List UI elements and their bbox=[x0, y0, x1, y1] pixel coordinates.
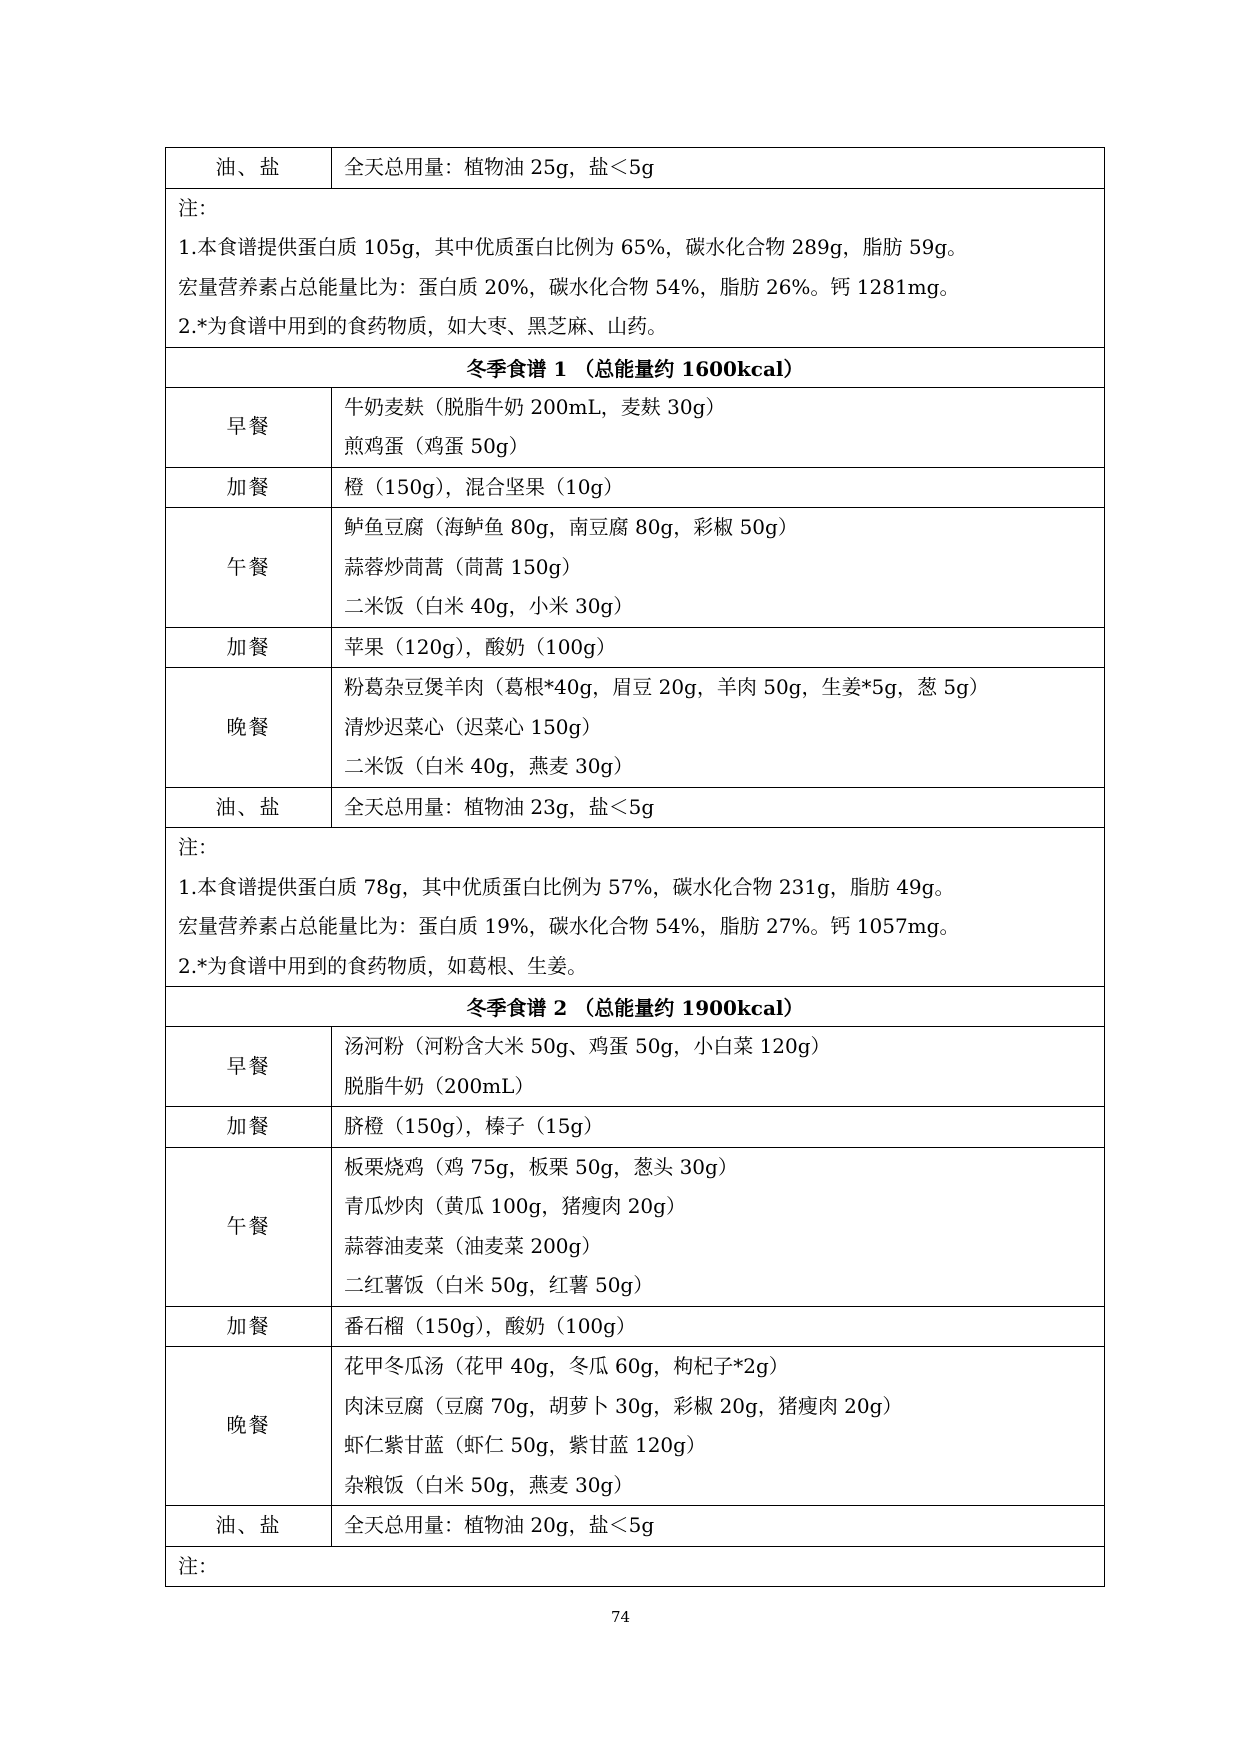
page-number: 74 bbox=[610, 1608, 631, 1626]
meal-row bbox=[166, 1147, 1105, 1306]
text-line: 午餐 bbox=[226, 1213, 271, 1238]
text-line: 番石榴（150g），酸奶（100g） bbox=[344, 1313, 636, 1338]
text-line: 肉沫豆腐（豆腐 70g，胡萝卜 30g，彩椒 20g，猪瘦肉 20g） bbox=[344, 1393, 903, 1418]
meal-label bbox=[166, 1506, 332, 1547]
text-line: 油、盐 bbox=[215, 1513, 282, 1537]
meal-row bbox=[166, 627, 1105, 668]
recipe-table-body bbox=[166, 148, 1105, 1587]
meal-label bbox=[166, 627, 332, 668]
meal-content bbox=[332, 627, 1105, 668]
text-line: 蒜蓉炒茼蒿（茼蒿 150g） bbox=[344, 554, 582, 579]
text-line: 加餐 bbox=[226, 1313, 271, 1338]
text-line: 苹果（120g），酸奶（100g） bbox=[344, 634, 616, 659]
meal-content bbox=[332, 1347, 1105, 1506]
note-line: 宏量营养素占总能量比为：蛋白质 20%，碳水化合物 54%，脂肪 26%。钙 1281mg。 bbox=[178, 274, 960, 299]
meal-row bbox=[166, 387, 1105, 467]
text-line: 虾仁紫甘蓝（虾仁 50g，紫甘蓝 120g） bbox=[344, 1433, 706, 1457]
meal-label bbox=[166, 1107, 332, 1148]
meal-row bbox=[166, 1506, 1105, 1547]
meal-content bbox=[332, 1107, 1105, 1148]
meal-row bbox=[166, 467, 1105, 508]
meal-content bbox=[332, 387, 1105, 467]
notes-cell bbox=[166, 1546, 1105, 1587]
text-line: 蒜蓉油麦菜（油麦菜 200g） bbox=[344, 1233, 602, 1258]
text-line: 全天总用量：植物油 20g，盐＜5g bbox=[344, 1513, 655, 1537]
text-line: 二红薯饭（白米 50g，红薯 50g） bbox=[344, 1273, 654, 1297]
text-line: 汤河粉（河粉含大米 50g、鸡蛋 50g，小白菜 120g） bbox=[344, 1034, 831, 1058]
meal-label bbox=[166, 508, 332, 628]
note-line: 2.*为食谱中用到的食药物质，如大枣、黑芝麻、山药。 bbox=[178, 314, 668, 338]
text-line: 加餐 bbox=[226, 634, 271, 659]
text-line: 全天总用量：植物油 23g，盐＜5g bbox=[344, 794, 655, 819]
meal-label bbox=[166, 1306, 332, 1347]
text-line: 晚餐 bbox=[226, 1413, 271, 1438]
meal-label bbox=[166, 467, 332, 508]
meal-content bbox=[332, 1147, 1105, 1306]
meal-label bbox=[166, 1027, 332, 1107]
text-line: 加餐 bbox=[226, 474, 271, 499]
text-line: 早餐 bbox=[226, 414, 271, 439]
text-line: 宏量营养素占总能量比为：蛋白质 19%，碳水化合物 54%，脂肪 27%。钙 1057mg。 bbox=[178, 914, 960, 938]
meal-row bbox=[166, 1306, 1105, 1347]
meal-row bbox=[166, 1347, 1105, 1506]
notes-cell bbox=[166, 828, 1105, 987]
meal-content bbox=[332, 1506, 1105, 1547]
meal-row bbox=[166, 508, 1105, 628]
notes-row bbox=[166, 828, 1105, 987]
note-line: 注： bbox=[178, 195, 218, 220]
meal-row bbox=[166, 1107, 1105, 1148]
text-line: 午餐 bbox=[226, 554, 271, 579]
meal-label bbox=[166, 668, 332, 788]
text-line: 早餐 bbox=[226, 1053, 271, 1078]
meal-content: 全天总用量：植物油 25g，盐＜5g bbox=[332, 148, 1105, 189]
text-line: 牛奶麦麸（脱脂牛奶 200mL，麦麸 30g） bbox=[344, 394, 726, 419]
text-line: 杂粮饭（白米 50g，燕麦 30g） bbox=[344, 1472, 634, 1497]
text-line: 二米饭（白米 40g，小米 30g） bbox=[344, 594, 634, 618]
text-line: 脱脂牛奶（200mL） bbox=[344, 1073, 535, 1098]
text-line: 2.*为食谱中用到的食药物质，如葛根、生姜。 bbox=[178, 953, 588, 978]
meal-content bbox=[332, 508, 1105, 628]
meal-content bbox=[332, 668, 1105, 788]
meal-content bbox=[332, 1027, 1105, 1107]
text-line: 注： bbox=[178, 835, 218, 859]
meal-label bbox=[166, 387, 332, 467]
text-line: 脐橙（150g），榛子（15g） bbox=[344, 1114, 604, 1138]
meal-row bbox=[166, 668, 1105, 788]
meal-row bbox=[166, 1027, 1105, 1107]
text-line: 二米饭（白米 40g，燕麦 30g） bbox=[344, 754, 634, 778]
meal-content bbox=[332, 787, 1105, 828]
text-line: 1.本食谱提供蛋白质 78g，其中优质蛋白比例为 57%，碳水化合物 231g，脂肪 49g。 bbox=[178, 874, 955, 899]
menu-title-row bbox=[166, 347, 1105, 387]
text-line: 板栗烧鸡（鸡 75g，板栗 50g，葱头 30g） bbox=[344, 1154, 738, 1179]
meal-label bbox=[166, 787, 332, 828]
text-line: 清炒迟菜心（迟菜心 150g） bbox=[344, 714, 602, 739]
menu-title-row bbox=[166, 987, 1105, 1027]
text-line: 晚餐 bbox=[226, 714, 271, 739]
recipe-table bbox=[165, 147, 1105, 1587]
text-line: 青瓜炒肉（黄瓜 100g，猪瘦肉 20g） bbox=[344, 1194, 686, 1218]
text-line: 油、盐 bbox=[215, 794, 282, 819]
oil-salt-row bbox=[166, 148, 1105, 189]
meal-row bbox=[166, 787, 1105, 828]
notes-row bbox=[166, 188, 1105, 347]
note-line: 1.本食谱提供蛋白质 105g，其中优质蛋白比例为 65%，碳水化合物 289g，脂肪 59g。 bbox=[178, 235, 968, 259]
menu-title: 冬季食谱 1 （总能量约 1600kcal） bbox=[166, 347, 1105, 387]
menu-title: 冬季食谱 2 （总能量约 1900kcal） bbox=[166, 987, 1105, 1027]
text-line: 鲈鱼豆腐（海鲈鱼 80g，南豆腐 80g，彩椒 50g） bbox=[344, 515, 798, 539]
meal-label bbox=[166, 1347, 332, 1506]
meal-content bbox=[332, 1306, 1105, 1347]
text-line: 花甲冬瓜汤（花甲 40g，冬瓜 60g，枸杞子*2g） bbox=[344, 1354, 789, 1378]
text-line: 橙（150g），混合坚果（10g） bbox=[344, 474, 624, 499]
meal-label: 油、盐 bbox=[166, 148, 332, 189]
notes-cell bbox=[166, 188, 1105, 347]
meal-label bbox=[166, 1147, 332, 1306]
text-line: 粉葛杂豆煲羊肉（葛根*40g，眉豆 20g，羊肉 50g，生姜*5g，葱 5g） bbox=[344, 675, 989, 699]
text-line: 加餐 bbox=[226, 1114, 271, 1138]
notes-row bbox=[166, 1546, 1105, 1587]
text-line: 煎鸡蛋（鸡蛋 50g） bbox=[344, 434, 529, 458]
meal-content bbox=[332, 467, 1105, 508]
text-line: 注： bbox=[178, 1553, 218, 1578]
